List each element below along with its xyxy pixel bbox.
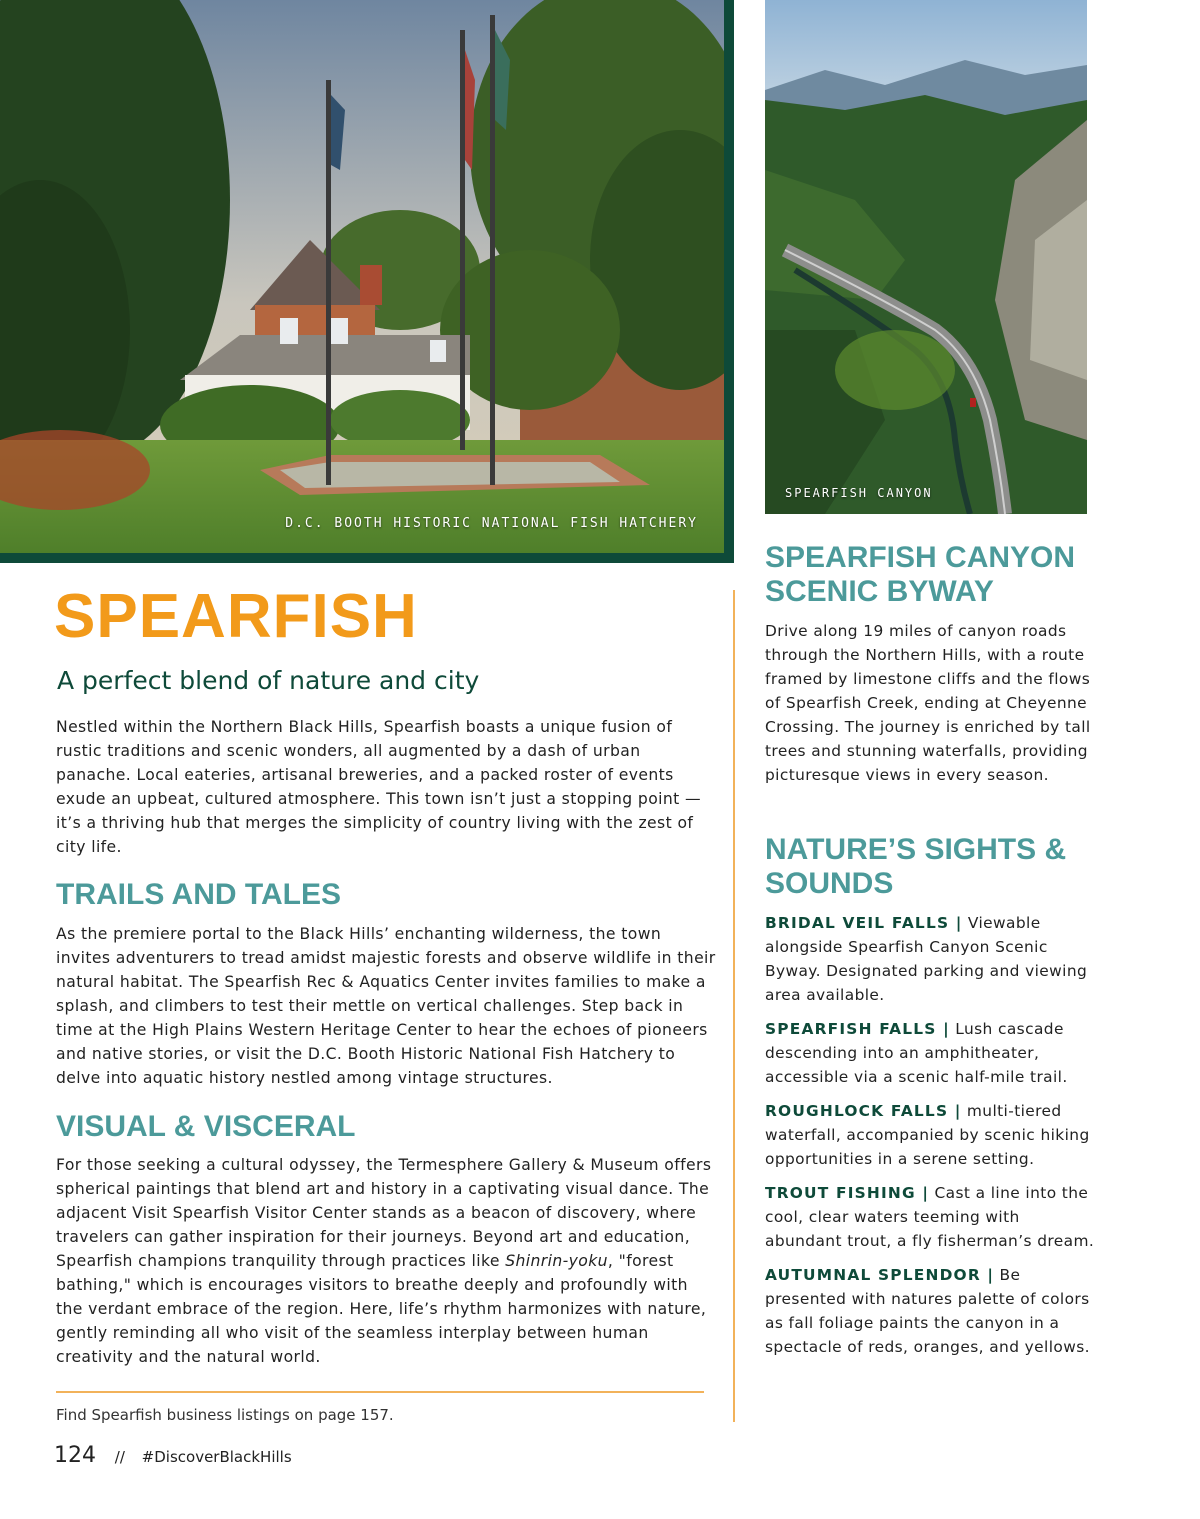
hatchery-illustration xyxy=(0,0,724,553)
byway-paragraph: Drive along 19 miles of canyon roads through the Northern Hills, with a route framed by limestone cliffs and the flows of Spearfish Creek, ending at Cheyenne Crossing. The journey is enriched by tall trees and stunning waterfalls, providing picturesque views in every season. xyxy=(765,622,1091,784)
nature-entry-roughlock-falls xyxy=(765,1099,1095,1171)
canyon-caption: SPEARFISH CANYON xyxy=(785,486,933,500)
shinrin-yoku-term: Shinrin-yoku xyxy=(505,1252,608,1270)
nature-entry-autumnal-splendor xyxy=(765,1263,1095,1359)
bottom-rule xyxy=(56,1391,704,1393)
page-footer xyxy=(54,1443,292,1468)
nature-heading: NATURE’S SIGHTS & SOUNDS xyxy=(765,833,1067,900)
visual-text-start: For those seeking a cultural odyssey, the Termesphere Gallery & Museum offers spherical paintings that blend art and history in a captivating visual dance. The adjacent Visit Spearfish Visitor Center stands as a beacon of discovery, where travelers can gather inspiration for their journeys. Beyond art and education, Spearfish champions tranquility through practices like xyxy=(56,1156,712,1270)
nature-entry-spearfish-falls xyxy=(765,1017,1095,1089)
entry-text: Be presented with natures palette of colors as fall foliage paints the canyon in a spectacle of reds, oranges, and yellows. xyxy=(765,1266,1090,1356)
intro-paragraph: Nestled within the Northern Black Hills, Spearfish boasts a unique fusion of rustic traditions and scenic wonders, all augmented by a dash of urban panache. Local eateries, artisanal breweries, and a packed roster of events exude an upbeat, cultured atmosphere. This town isn’t just a stopping point — it’s a thriving hub that merges the simplicity of country living with the zest of city life. xyxy=(56,718,702,856)
nature-section xyxy=(765,833,1095,1359)
visual-heading: VISUAL & VISCERAL xyxy=(56,1110,356,1143)
entry-label: SPEARFISH FALLS | xyxy=(765,1020,950,1038)
entry-label: BRIDAL VEIL FALLS | xyxy=(765,914,963,932)
trails-paragraph: As the premiere portal to the Black Hills’ enchanting wilderness, the town invites adventurers to tread amidst majestic forests and observe wildlife in their natural habitat. The Spearfish Rec & Aquatics Center invites families to make a splash, and climbers to test their mettle on vertical challenges. Step back in time at the High Plains Western Heritage Center to hear the echoes of pioneers and native stories, or visit the D.C. Booth Historic National Fish Hatchery to delve into aquatic history nestled among vintage structures. xyxy=(56,925,716,1087)
nature-entry-bridal-veil xyxy=(765,911,1095,1007)
footer-separator: // xyxy=(114,1448,125,1466)
hatchery-caption: D.C. BOOTH HISTORIC NATIONAL FISH HATCHERY xyxy=(285,516,698,531)
footer-hashtag: #DiscoverBlackHills xyxy=(141,1448,292,1466)
visual-text-end: , "forest bathing," which is encourages visitors to breathe deeply and profoundly with the verdant embrace of the region. Here, life’s rhythm harmonizes with nature, gently reminding all who visit of the seamless interplay between human creativity and the natural world. xyxy=(56,1252,707,1366)
entry-label: AUTUMNAL SPLENDOR | xyxy=(765,1266,995,1284)
entry-text: Lush cascade descending into an amphitheater, accessible via a scenic half-mile trail. xyxy=(765,1020,1068,1086)
byway-heading: SPEARFISH CANYON SCENIC BYWAY xyxy=(765,541,1076,608)
visual-paragraph xyxy=(56,1153,716,1369)
entry-text: Cast a line into the cool, clear waters teeming with abundant trout, a fly fisherman’s dream. xyxy=(765,1184,1095,1250)
entry-label: ROUGHLOCK FALLS | xyxy=(765,1102,962,1120)
entry-label: TROUT FISHING | xyxy=(765,1184,930,1202)
entry-text: multi-tiered waterfall, accompanied by scenic hiking opportunities in a serene setting. xyxy=(765,1102,1090,1168)
page-title: SPEARFISH xyxy=(54,582,418,651)
nature-entry-trout-fishing xyxy=(765,1181,1095,1253)
canyon-photo xyxy=(765,0,1087,514)
entry-text: Viewable alongside Spearfish Canyon Scenic Byway. Designated parking and viewing area available. xyxy=(765,914,1088,1004)
column-divider xyxy=(733,590,735,1422)
hatchery-photo xyxy=(0,0,734,563)
listing-note: Find Spearfish business listings on page 157. xyxy=(56,1406,394,1424)
trails-heading: TRAILS AND TALES xyxy=(56,878,341,911)
canyon-illustration xyxy=(765,0,1087,514)
page-subtitle: A perfect blend of nature and city xyxy=(57,666,480,695)
page-number: 124 xyxy=(54,1443,96,1468)
byway-section xyxy=(765,541,1095,787)
